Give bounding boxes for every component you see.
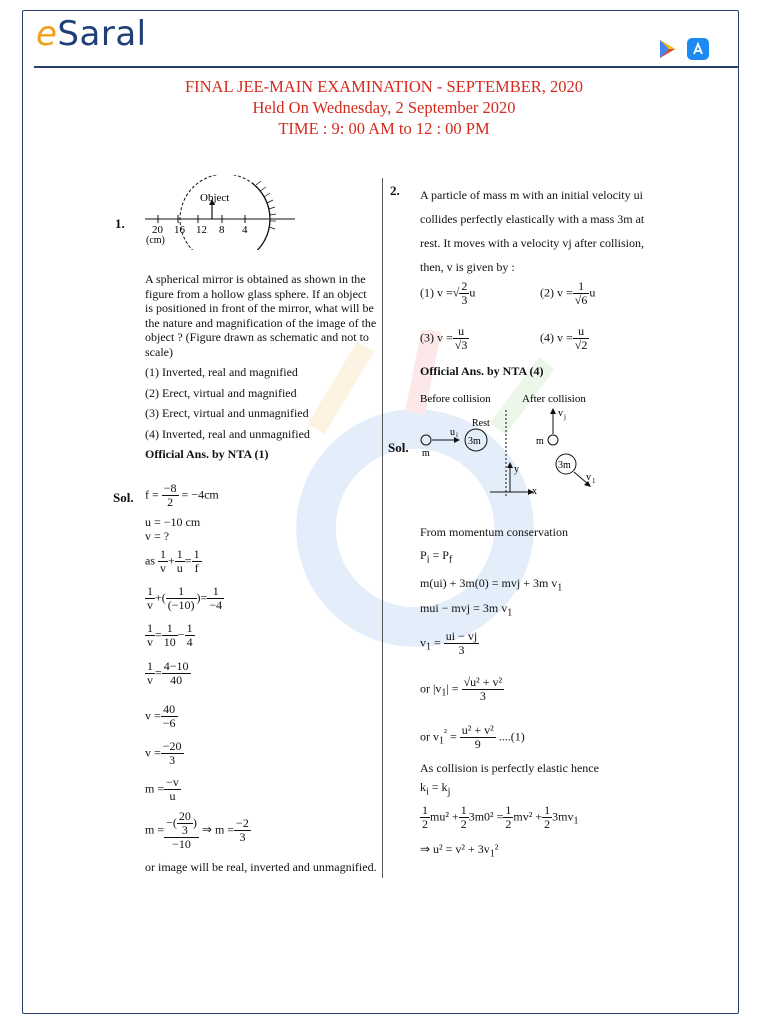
exam-time: TIME : 9: 00 AM to 12 : 00 PM	[278, 119, 490, 138]
vj-vector: vj	[562, 236, 572, 250]
sol1-step8: m = −( $\frac{20}{3}$ ) −10 ⇒ m = $\frac{-2}{3}$	[145, 809, 249, 851]
svg-text:v: v	[558, 408, 563, 419]
q2-option-1[interactable]: (1) v =√ $\frac{2}{3}$ u	[420, 279, 476, 307]
q1-option-1[interactable]: (1) Inverted, real and magnified	[145, 365, 298, 379]
svg-text:m: m	[422, 448, 430, 459]
q1-option-4[interactable]: (4) Inverted, real and unmagnified	[145, 427, 310, 441]
q2-option-4[interactable]: (4) v = $\frac{u}{√2}$	[540, 324, 588, 352]
svg-text:j: j	[564, 413, 566, 421]
question-1-number: 1.	[115, 216, 125, 231]
svg-text:u: u	[450, 427, 455, 438]
sol1-u: u = −10 cm	[145, 515, 201, 529]
sol2-line2: $P_i = P_f$	[420, 548, 453, 566]
sol1-conclusion: or image will be real, inverted and unmagnified.	[145, 860, 377, 874]
sol1-v: v = ?	[145, 529, 170, 543]
sol2-line11: ⇒ $u^2 = v^2 + 3v_1^2$	[420, 842, 499, 860]
svg-text:3m: 3m	[468, 436, 481, 447]
sol1-step4: $\frac{1}{v}$ = $\frac{4-10}{40}$	[147, 659, 189, 687]
q2-option-2[interactable]: (2) v = $\frac{1}{√6}$ u	[540, 279, 596, 307]
sol1-f: f = $\frac{-8}{2}$ = −4cm	[145, 481, 219, 509]
sol2-line8: As collision is perfectly elastic hence	[420, 761, 599, 775]
google-play-icon[interactable]	[656, 38, 678, 60]
spherical-mirror-figure	[140, 175, 300, 250]
app-store-icon[interactable]	[687, 38, 709, 60]
q1-sol-label: Sol.	[113, 490, 134, 505]
svg-text:x: x	[532, 486, 537, 497]
svg-text:v: v	[586, 472, 591, 483]
sol2-line3: m(ui) + 3m(0) = mvj + 3m $v_1$	[420, 576, 563, 594]
q1-option-3[interactable]: (3) Erect, virtual and unmagnified	[145, 406, 309, 420]
tick-20: 20	[152, 224, 163, 236]
tick-16: 16	[174, 224, 185, 236]
svg-text:Rest: Rest	[472, 418, 490, 429]
sol2-line1: From momentum conservation	[420, 525, 568, 539]
q1-option-2[interactable]: (2) Erect, virtual and magnified	[145, 386, 297, 400]
exam-date: Held On Wednesday, 2 September 2020	[252, 98, 516, 117]
sol1-step3: $\frac{1}{v}$ = $\frac{1}{10}$ − $\frac{1}{4}$	[147, 621, 193, 649]
question-2-number: 2.	[390, 183, 400, 198]
tick-4: 4	[242, 224, 248, 236]
svg-text:1: 1	[592, 477, 596, 485]
after-collision-label: After collision	[522, 393, 586, 405]
sol2-line7: or $v_1^{^2}$ = $\frac{\text{u² + v²}}{9}$ ....(1)	[420, 723, 525, 751]
esaral-logo[interactable]: eSaral	[36, 14, 147, 54]
svg-text:i: i	[456, 431, 458, 439]
ui-vector: ui	[633, 188, 643, 202]
sol2-line9: $k_i = k_j$	[420, 780, 451, 798]
q1-official-answer: Official Ans. by NTA (1)	[145, 447, 269, 461]
sol1-step5: v = $\frac{40}{-6}$	[145, 702, 176, 730]
svg-text:3m: 3m	[558, 460, 571, 471]
question-2-text: A particle of mass m with an initial velocity ui collides perfectly elastically with a mass 3m at rest. It moves with a velocity vj after collision, then, v is given by :	[420, 188, 645, 274]
question-1-text: A spherical mirror is obtained as shown in the figure from a hollow glass sphere. If an object is positioned in front of the mirror, what will be the nature and magnification of the image of the object ? (Figure drawn as schematic and not to scale)	[145, 272, 377, 359]
svg-text:m: m	[536, 436, 544, 447]
exam-title-block	[0, 76, 768, 139]
tick-12: 12	[196, 224, 207, 236]
sol1-step7: m = $\frac{-v}{u}$	[145, 775, 179, 803]
column-divider	[382, 178, 383, 878]
unit-label: (cm)	[146, 235, 165, 246]
q2-official-answer: Official Ans. by NTA (4)	[420, 364, 544, 378]
sol1-mirror-formula: as $\frac{1}{v}$ + $\frac{1}{u}$ = $\frac{1}{f}$	[145, 547, 200, 575]
tick-8: 8	[219, 224, 225, 236]
before-collision-label: Before collision	[420, 393, 491, 405]
sol2-line5: $v_1$ = $\frac{ui - vj}{3}$	[420, 629, 478, 657]
exam-title: FINAL JEE-MAIN EXAMINATION - SEPTEMBER, 2020	[184, 77, 584, 96]
svg-text:y: y	[514, 464, 519, 475]
header-rule	[34, 66, 738, 68]
object-label: Object	[200, 192, 230, 204]
sol2-line6: or $|v_1|$ = $\frac{\text{√u² + v²}}{3}$	[420, 675, 503, 703]
sol2-line10: $\frac{1}{2}$ mu² + $\frac{1}{2}$ 3m0² = $\frac{1}{2}$ mv² + $\frac{1}{2}$ $3mv_1$	[422, 803, 579, 831]
sol1-step6: v = $\frac{-20}{3}$	[145, 739, 182, 767]
q2-option-3[interactable]: (3) v = $\frac{u}{√3}$	[420, 324, 468, 352]
q2-sol-label: Sol.	[388, 440, 409, 455]
sol2-line4: mui − mvj = 3m $v_1$	[420, 601, 513, 619]
sol1-step2: $\frac{1}{v}$ +( $\frac{1}{(-10)}$ )= $\frac{1}{-4}$	[147, 584, 223, 612]
collision-figure	[418, 388, 618, 500]
